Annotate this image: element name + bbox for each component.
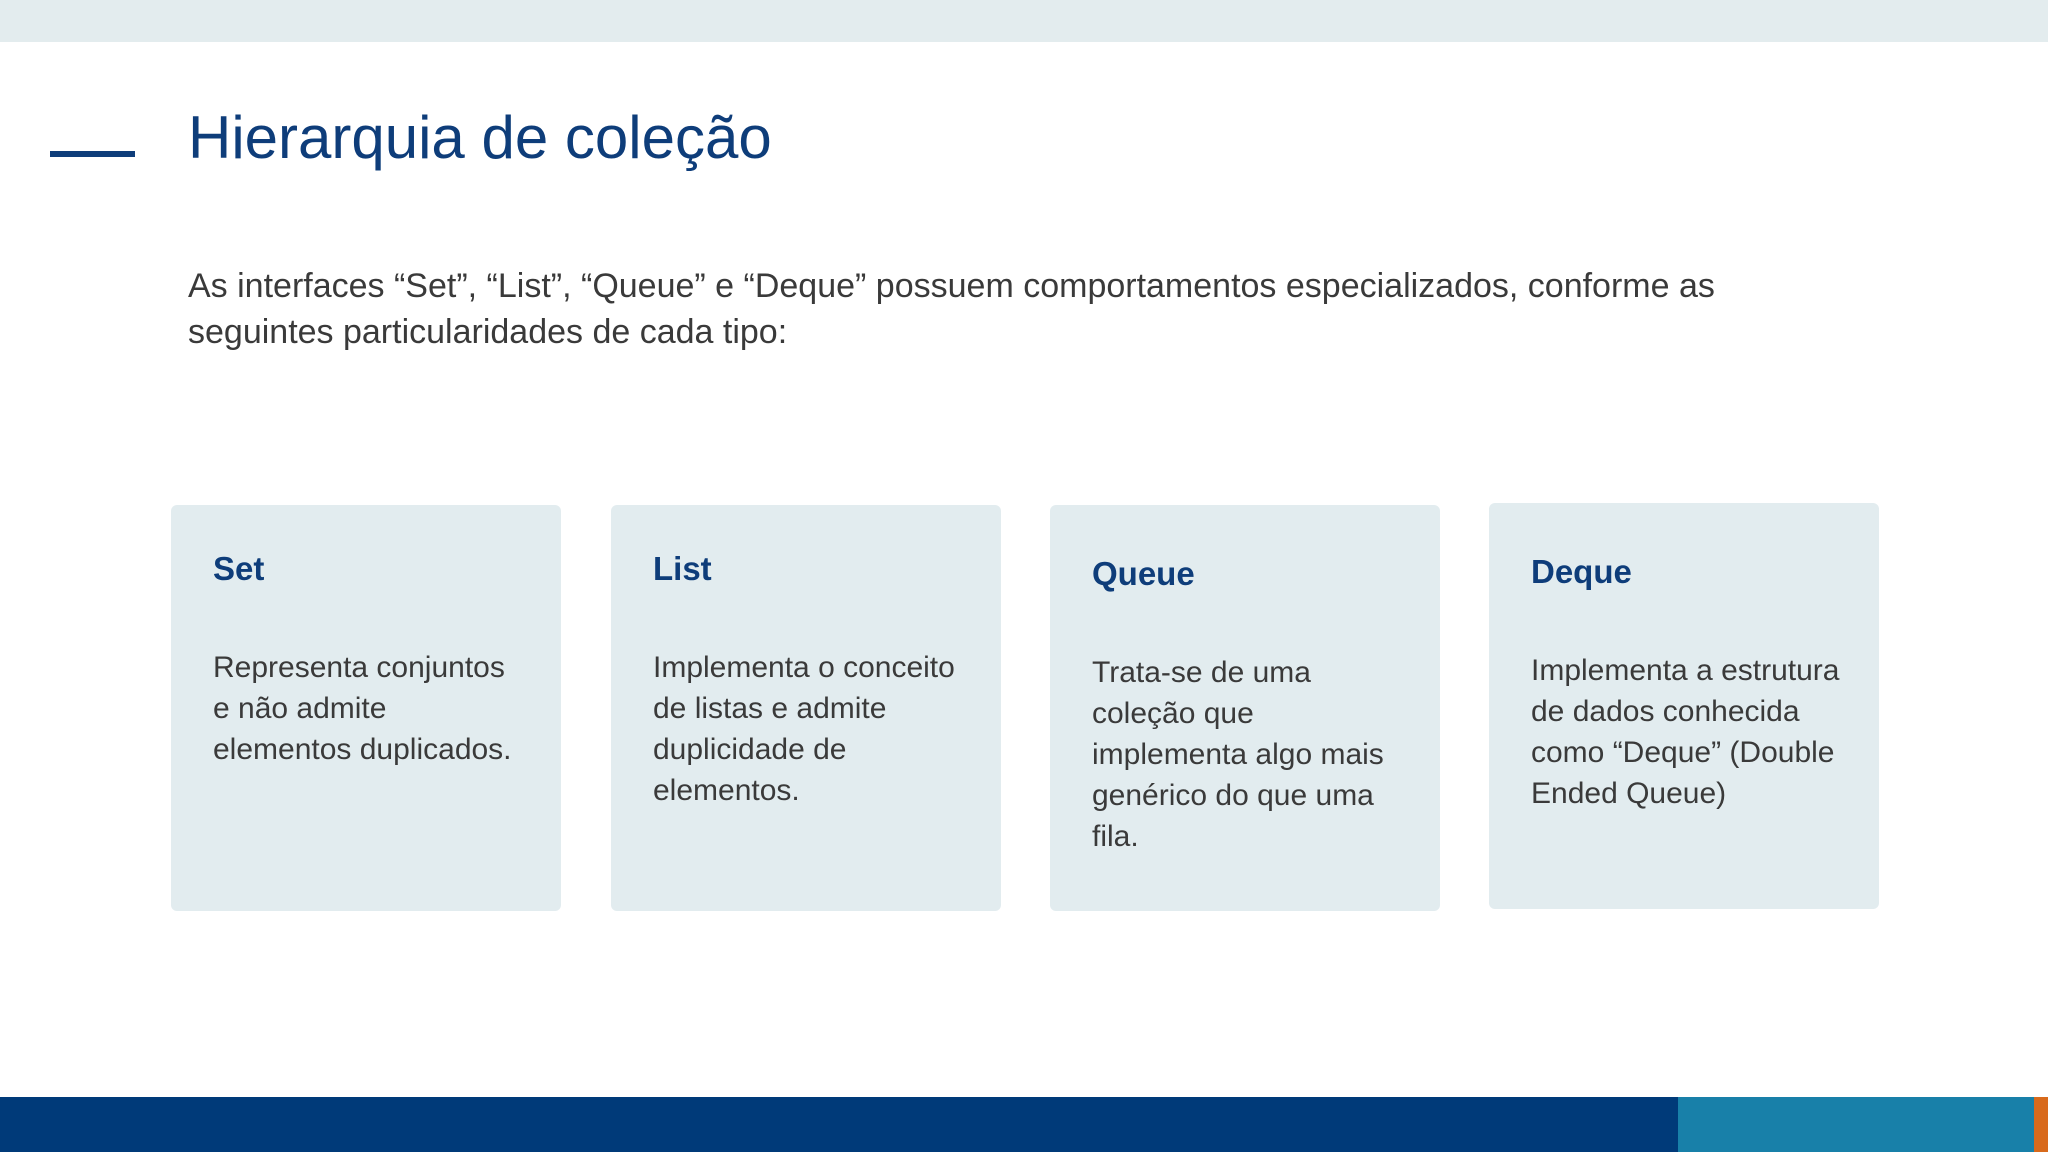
card-list xyxy=(611,505,1001,911)
footer-accent-orange xyxy=(2034,1097,2048,1152)
card-title: Queue xyxy=(1092,555,1195,592)
card-title: List xyxy=(653,550,712,587)
card-text: Implementa a estrutura de dados conhecida como “Deque” (Double Ended Queue) xyxy=(1531,653,1840,810)
title-accent-line xyxy=(50,151,135,157)
card-text: Implementa o conceito de listas e admite duplicidade de elementos. xyxy=(653,650,955,807)
card-deque xyxy=(1489,503,1879,909)
card-text: Trata-se de uma coleção que implementa algo mais genérico do que uma fila. xyxy=(1092,655,1384,853)
card-title: Set xyxy=(213,550,265,587)
card-queue xyxy=(1050,505,1440,911)
top-band xyxy=(0,0,2048,42)
card-text: Representa conjuntos e não admite elementos duplicados. xyxy=(213,650,512,766)
card-title: Deque xyxy=(1531,553,1632,590)
intro-paragraph: As interfaces “Set”, “List”, “Queue” e “Deque” possuem comportamentos especializados, conforme as seguintes particularidades de cada tipo: xyxy=(188,267,1715,351)
card-set xyxy=(171,505,561,911)
footer-accent-teal xyxy=(1678,1097,2034,1152)
slide-title: Hierarquia de coleção xyxy=(188,104,772,171)
